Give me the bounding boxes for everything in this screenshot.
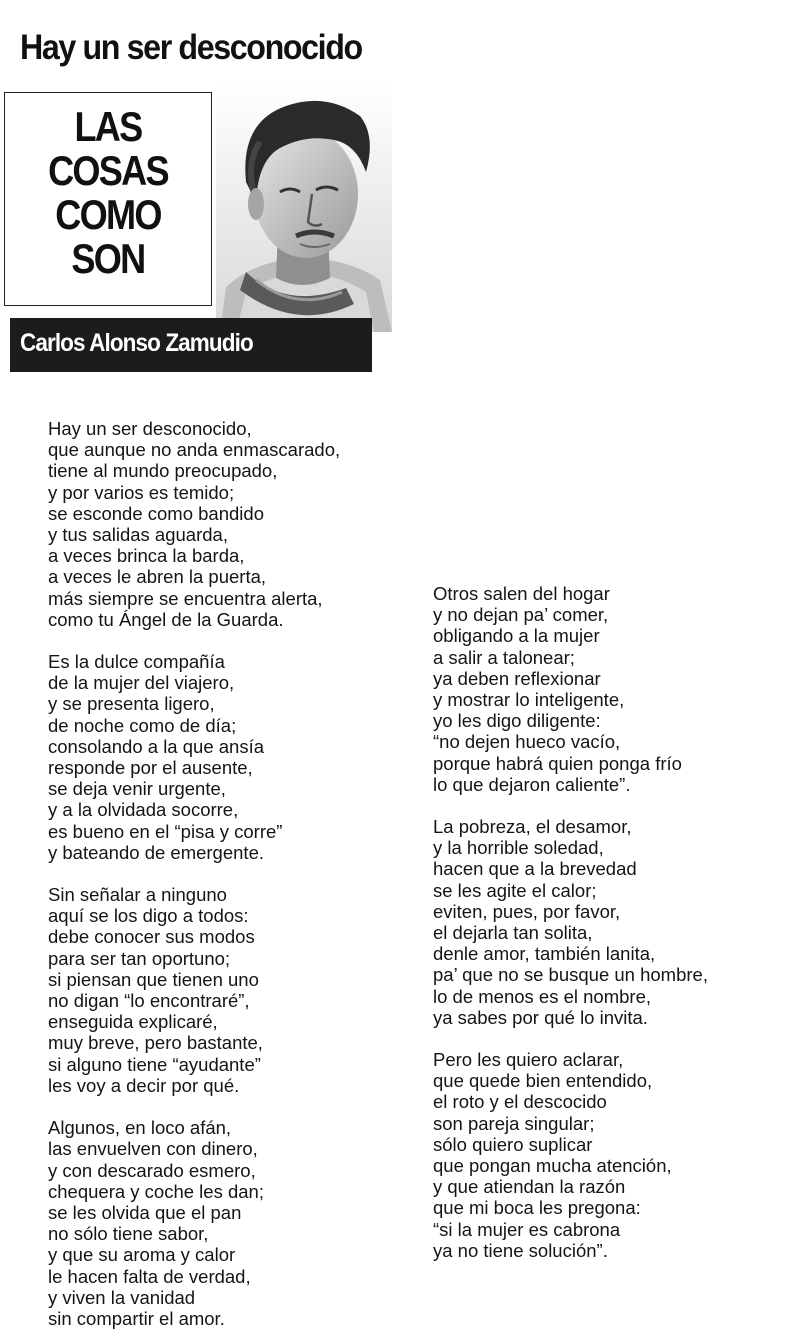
poem-line: porque habrá quien ponga frío bbox=[433, 752, 682, 774]
poem-line: y mostrar lo inteligente, bbox=[433, 689, 625, 711]
poem-line: de noche como de día; bbox=[48, 714, 237, 736]
poem-line: de la mujer del viajero, bbox=[48, 672, 235, 694]
poem-line: si alguno tiene “ayudante” bbox=[48, 1053, 261, 1075]
column-title-box bbox=[4, 92, 212, 306]
poem-line: si piensan que tienen uno bbox=[48, 968, 259, 990]
author-byline bbox=[10, 318, 372, 372]
poem-line: que quede bien entendido, bbox=[433, 1070, 653, 1092]
poem-stanza bbox=[433, 1049, 708, 1261]
poem-line: y que su aroma y calor bbox=[48, 1244, 236, 1266]
poem-line: que aunque no anda enmascarado, bbox=[48, 439, 341, 461]
poem-line: y se presenta ligero, bbox=[48, 693, 215, 715]
column-title bbox=[19, 105, 196, 281]
poem-line: el roto y el descocido bbox=[433, 1091, 607, 1113]
poem-left-column bbox=[48, 418, 340, 1329]
poem-line: y bateando de emergente. bbox=[48, 841, 264, 863]
author-name: Carlos Alonso Zamudio bbox=[20, 329, 253, 357]
poem-line: debe conocer sus modos bbox=[48, 926, 255, 948]
poem-line: muy breve, pero bastante, bbox=[48, 1032, 263, 1054]
author-portrait-image bbox=[216, 82, 392, 332]
poem-line: lo que dejaron caliente”. bbox=[433, 773, 631, 795]
column-title-line: COMO bbox=[55, 191, 161, 238]
column-title-line: LAS bbox=[74, 103, 142, 150]
poem-line: pa’ que no se busque un hombre, bbox=[433, 964, 708, 986]
poem-line: ya no tiene solución”. bbox=[433, 1239, 608, 1261]
column-title-line: SON bbox=[71, 235, 145, 282]
poem-line: a veces brinca la barda, bbox=[48, 545, 245, 567]
poem-line: “no dejen hueco vacío, bbox=[433, 731, 621, 753]
poem-line: se les agite el calor; bbox=[433, 879, 597, 901]
poem-line: se deja venir urgente, bbox=[48, 778, 226, 800]
poem-line: chequera y coche les dan; bbox=[48, 1180, 264, 1202]
poem-line: tiene al mundo preocupado, bbox=[48, 460, 278, 482]
poem-line: “si la mujer es cabrona bbox=[433, 1218, 621, 1240]
poem-line: denle amor, también lanita, bbox=[433, 943, 656, 965]
poem-stanza bbox=[48, 418, 340, 630]
poem-line: Sin señalar a ninguno bbox=[48, 884, 227, 906]
poem-line: Otros salen del hogar bbox=[433, 583, 610, 604]
poem-line: son pareja singular; bbox=[433, 1112, 595, 1134]
column-title-line: COSAS bbox=[48, 147, 168, 194]
poem-line: Hay un ser desconocido, bbox=[48, 418, 252, 439]
poem-line: más siempre se encuentra alerta, bbox=[48, 587, 323, 609]
poem-line: se les olvida que el pan bbox=[48, 1201, 242, 1223]
poem-line: y tus salidas aguarda, bbox=[48, 524, 228, 546]
poem-line: aquí se los digo a todos: bbox=[48, 905, 249, 927]
poem-line: y la horrible soledad, bbox=[433, 837, 604, 859]
article-headline: Hay un ser desconocido bbox=[20, 28, 362, 67]
poem-line: a salir a talonear; bbox=[433, 646, 575, 668]
poem-line: no sólo tiene sabor, bbox=[48, 1223, 209, 1245]
poem-line: le hacen falta de verdad, bbox=[48, 1265, 251, 1287]
poem-stanza bbox=[48, 884, 340, 1096]
poem-line: les voy a decir por qué. bbox=[48, 1074, 240, 1096]
poem-line: responde por el ausente, bbox=[48, 757, 253, 779]
poem-line: enseguida explicaré, bbox=[48, 1011, 218, 1033]
poem-stanza bbox=[433, 816, 708, 1028]
poem-line: ya deben reflexionar bbox=[433, 667, 601, 689]
poem-line: ya sabes por qué lo invita. bbox=[433, 1006, 648, 1028]
poem-line: yo les digo diligente: bbox=[433, 710, 601, 732]
poem-line: las envuelven con dinero, bbox=[48, 1138, 258, 1160]
poem-line: sin compartir el amor. bbox=[48, 1307, 225, 1329]
poem-line: no digan “lo encontraré”, bbox=[48, 990, 250, 1012]
poem-line: y por varios es temido; bbox=[48, 481, 235, 503]
poem-line: para ser tan oportuno; bbox=[48, 947, 231, 969]
poem-line: sólo quiero suplicar bbox=[433, 1133, 593, 1155]
poem-line: eviten, pues, por favor, bbox=[433, 900, 621, 922]
poem-line: Pero les quiero aclarar, bbox=[433, 1049, 624, 1071]
poem-line: y a la olvidada socorre, bbox=[48, 799, 239, 821]
poem-line: lo de menos es el nombre, bbox=[433, 985, 652, 1007]
poem-line: hacen que a la brevedad bbox=[433, 858, 637, 880]
poem-line: consolando a la que ansía bbox=[48, 735, 265, 757]
poem-line: Es la dulce compañía bbox=[48, 651, 225, 673]
poem-line: obligando a la mujer bbox=[433, 625, 600, 647]
poem-stanza bbox=[433, 583, 708, 795]
poem-line: y con descarado esmero, bbox=[48, 1159, 256, 1181]
poem-right-column bbox=[433, 583, 708, 1261]
poem-stanza bbox=[48, 1117, 340, 1329]
poem-line: y no dejan pa’ comer, bbox=[433, 604, 609, 626]
poem-stanza bbox=[48, 651, 340, 863]
poem-line: y viven la vanidad bbox=[48, 1286, 196, 1308]
poem-line: el dejarla tan solita, bbox=[433, 922, 593, 944]
poem-line: que mi boca les pregona: bbox=[433, 1197, 641, 1219]
poem-line: se esconde como bandido bbox=[48, 502, 264, 524]
poem-line: a veces le abren la puerta, bbox=[48, 566, 267, 588]
poem-line: es bueno en el “pisa y corre” bbox=[48, 820, 283, 842]
poem-line: y que atiendan la razón bbox=[433, 1176, 626, 1198]
poem-line: La pobreza, el desamor, bbox=[433, 816, 632, 838]
author-photo bbox=[216, 82, 392, 332]
poem-line: como tu Ángel de la Guarda. bbox=[48, 608, 284, 630]
poem-line: que pongan mucha atención, bbox=[433, 1155, 672, 1177]
poem-line: Algunos, en loco afán, bbox=[48, 1117, 232, 1139]
